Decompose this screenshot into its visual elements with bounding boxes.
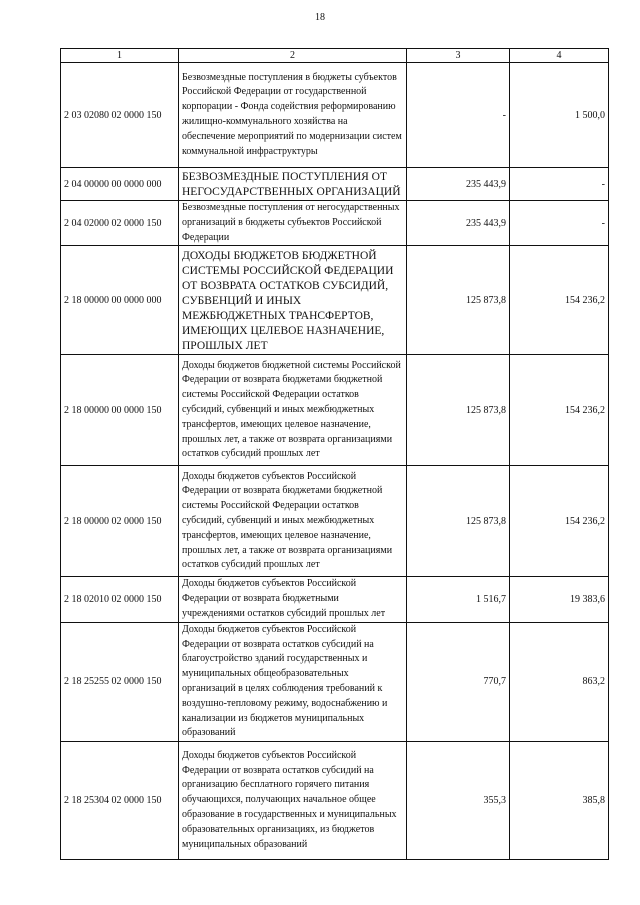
row-code: 2 18 00000 02 0000 150 xyxy=(61,466,179,577)
row-value-col3: 235 443,9 xyxy=(407,168,510,201)
table-row xyxy=(61,168,609,201)
row-value-col3: 355,3 xyxy=(407,742,510,860)
row-value-col3: 125 873,8 xyxy=(407,355,510,466)
row-description: Доходы бюджетов субъектов Российской Федерации от возврата остатков субсидий на организацию бесплатного горячего питания обучающихся, получающих начальное общее образование в государственных и муниципальных образовательных организациях, из бюджетов муниципальных образований xyxy=(179,742,407,860)
row-value-col4: 385,8 xyxy=(510,742,609,860)
row-value-col4: 863,2 xyxy=(510,622,609,741)
row-description: Безвозмездные поступления от негосударственных организаций в бюджеты субъектов Российской Федерации xyxy=(179,201,407,246)
table-row xyxy=(61,466,609,577)
row-value-col4: - xyxy=(510,201,609,246)
row-description: ДОХОДЫ БЮДЖЕТОВ БЮДЖЕТНОЙ СИСТЕМЫ РОССИЙСКОЙ ФЕДЕРАЦИИ ОТ ВОЗВРАТА ОСТАТКОВ СУБСИДИЙ, СУБВЕНЦИЙ И ИНЫХ МЕЖБЮДЖЕТНЫХ ТРАНСФЕРТОВ, ИМЕЮЩИХ ЦЕЛЕВОЕ НАЗНАЧЕНИЕ, ПРОШЛЫХ ЛЕТ xyxy=(179,246,407,355)
row-value-col3: 770,7 xyxy=(407,622,510,741)
row-code: 2 04 02000 02 0000 150 xyxy=(61,201,179,246)
page-number: 18 xyxy=(315,12,325,23)
column-header-1: 1 xyxy=(61,49,179,63)
table-row xyxy=(61,742,609,860)
row-description: Доходы бюджетов бюджетной системы Российской Федерации от возврата бюджетами бюджетной системы Российской Федерации остатков субсидий, субвенций и иных межбюджетных трансфертов, имеющих целевое назначение, прошлых лет, а также от возврата организациями остатков субсидий прошлых лет xyxy=(179,355,407,466)
row-value-col4: - xyxy=(510,168,609,201)
row-description: Доходы бюджетов субъектов Российской Федерации от возврата бюджетами бюджетной системы Российской Федерации остатков субсидий, субвенций и иных межбюджетных трансфертов, имеющих целевое назначение, прошлых лет, а также от возврата организациями остатков субсидий прошлых лет xyxy=(179,466,407,577)
row-code: 2 18 02010 02 0000 150 xyxy=(61,577,179,622)
row-description: Доходы бюджетов субъектов Российской Федерации от возврата бюджетными учреждениями остатков субсидий прошлых лет xyxy=(179,577,407,622)
column-header-4: 4 xyxy=(510,49,609,63)
row-code: 2 18 25255 02 0000 150 xyxy=(61,622,179,741)
table-row xyxy=(61,622,609,741)
table-row xyxy=(61,63,609,168)
row-value-col4: 154 236,2 xyxy=(510,355,609,466)
row-code: 2 03 02080 02 0000 150 xyxy=(61,63,179,168)
row-value-col3: 1 516,7 xyxy=(407,577,510,622)
row-description: Доходы бюджетов субъектов Российской Федерации от возврата остатков субсидий на благоустройство зданий государственных и муниципальных общеобразовательных организаций в целях соблюдения требований к воздушно-тепловому режиму, водоснабжению и канализации из бюджетов муниципальных образований xyxy=(179,622,407,741)
column-header-3: 3 xyxy=(407,49,510,63)
table-row xyxy=(61,201,609,246)
table-row xyxy=(61,577,609,622)
row-value-col4: 154 236,2 xyxy=(510,466,609,577)
table-row xyxy=(61,246,609,355)
row-value-col4: 19 383,6 xyxy=(510,577,609,622)
row-value-col4: 154 236,2 xyxy=(510,246,609,355)
row-value-col3: 125 873,8 xyxy=(407,466,510,577)
row-value-col4: 1 500,0 xyxy=(510,63,609,168)
budget-table xyxy=(60,48,609,860)
row-description: БЕЗВОЗМЕЗДНЫЕ ПОСТУПЛЕНИЯ ОТ НЕГОСУДАРСТВЕННЫХ ОРГАНИЗАЦИЙ xyxy=(179,168,407,201)
row-value-col3: 125 873,8 xyxy=(407,246,510,355)
row-code: 2 04 00000 00 0000 000 xyxy=(61,168,179,201)
column-header-2: 2 xyxy=(179,49,407,63)
row-value-col3: 235 443,9 xyxy=(407,201,510,246)
row-code: 2 18 25304 02 0000 150 xyxy=(61,742,179,860)
table-row xyxy=(61,355,609,466)
row-code: 2 18 00000 00 0000 000 xyxy=(61,246,179,355)
row-code: 2 18 00000 00 0000 150 xyxy=(61,355,179,466)
row-value-col3: - xyxy=(407,63,510,168)
table-header-row xyxy=(61,49,609,63)
row-description: Безвозмездные поступления в бюджеты субъектов Российской Федерации от государственной корпорации - Фонда содействия реформированию жилищно-коммунального хозяйства на обеспечение мероприятий по модернизации систем коммунальной инфраструктуры xyxy=(179,63,407,168)
